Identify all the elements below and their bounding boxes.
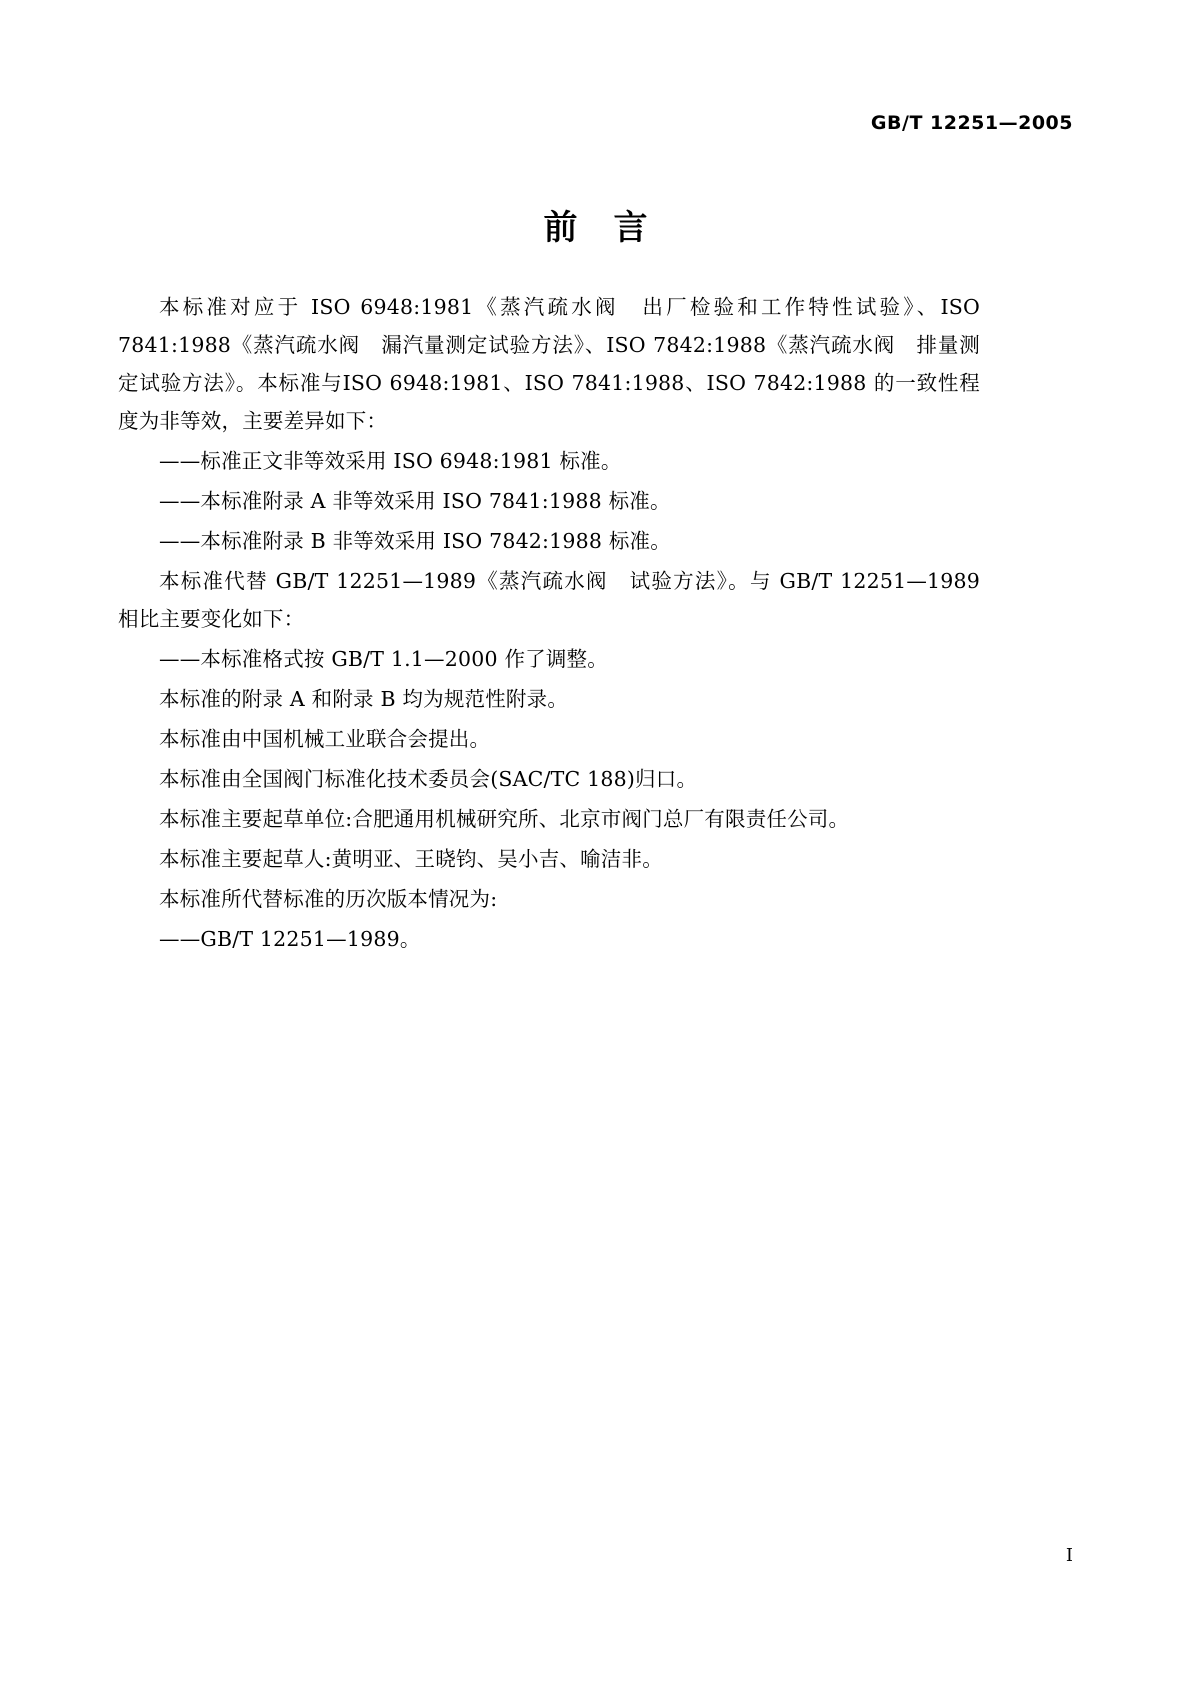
page-title: 前言 [543, 208, 684, 248]
paragraph: 本标准的附录 A 和附录 B 均为规范性附录。 [159, 687, 569, 711]
page-header-standard-number: GB/T 12251—2005 [870, 112, 1073, 134]
page-number: Ⅰ [1065, 1545, 1073, 1566]
paragraph: 本标准代替 GB/T 12251—1989《蒸汽疏水阀 试验方法》。与 GB/T 12251—1989 相比主要变化如下： [118, 569, 980, 631]
paragraph: 本标准对应于 ISO 6948:1981《蒸汽疏水阀 出厂检验和工作特性试验》、ISO 7841:1988《蒸汽疏水阀 漏汽量测定试验方法》、ISO 7842:1988《蒸汽疏水阀 排量测定试验方法》。本标准与ISO 6948:1981、ISO 7841:1988、ISO 7842:1988 的一致性程度为非等效，主要差异如下： [118, 295, 980, 433]
paragraph: 本标准主要起草单位:合肥通用机械研究所、北京市阀门总厂有限责任公司。 [159, 807, 850, 831]
paragraph: ——本标准格式按 GB/T 1.1—2000 作了调整。 [159, 647, 608, 671]
paragraph: ——本标准附录 B 非等效采用 ISO 7842:1988 标准。 [159, 529, 671, 553]
paragraph: 本标准由中国机械工业联合会提出。 [159, 727, 491, 751]
paragraph: 本标准所代替标准的历次版本情况为: [159, 887, 498, 911]
paragraph: ——标准正文非等效采用 ISO 6948:1981 标准。 [159, 449, 622, 473]
paragraph: ——本标准附录 A 非等效采用 ISO 7841:1988 标准。 [159, 489, 671, 513]
paragraph: 本标准由全国阀门标准化技术委员会(SAC/TC 188)归口。 [159, 767, 698, 791]
foreword-body [118, 288, 980, 960]
paragraph: ——GB/T 12251—1989。 [159, 927, 421, 951]
paragraph: 本标准主要起草人:黄明亚、王晓钧、吴小吉、喻洁非。 [159, 847, 663, 871]
